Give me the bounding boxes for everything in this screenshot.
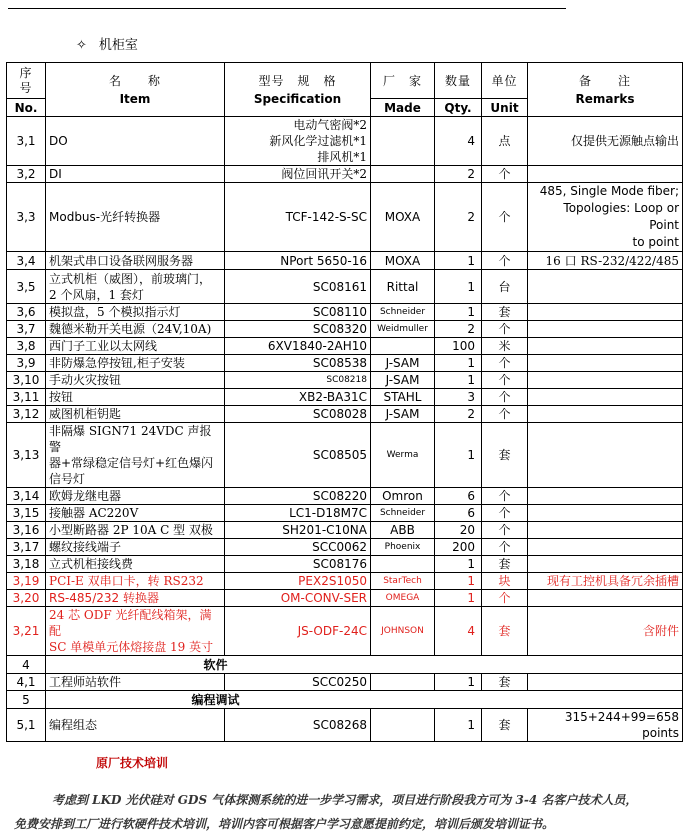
cell-spec: SC08176 [225, 556, 371, 573]
cell-made: Weidmuller [371, 321, 435, 338]
cell-spec: LC1-D18M7C [225, 505, 371, 522]
table-row [7, 556, 683, 573]
header-remarks-cn: 备 注 [578, 73, 631, 88]
header-unit-en: Unit [482, 99, 528, 117]
diamond-bullet-icon: ✧ [76, 38, 87, 53]
cell-remarks [528, 406, 683, 423]
cell-no: 5 [7, 691, 46, 709]
cell-unit: 个 [482, 372, 528, 389]
header-made-cn: 厂 家 [371, 63, 435, 99]
header-qty-cn: 数量 [435, 63, 482, 99]
training-paragraph [14, 788, 674, 836]
training-line-2: 免费安排到工厂进行软硬件技术培训，培训内容可根据客户学习意愿提前约定，培训后颁发培训证书。 [14, 817, 555, 831]
cell-no: 3,20 [7, 590, 46, 607]
cell-qty: 1 [435, 573, 482, 590]
cell-unit: 个 [482, 539, 528, 556]
cell-spec: NPort 5650-16 [225, 252, 371, 270]
cell-item: DI [46, 166, 225, 183]
cell-no: 3,5 [7, 270, 46, 304]
header-unit-cn: 单位 [482, 63, 528, 99]
cell-no: 3,6 [7, 304, 46, 321]
cell-qty: 1 [435, 674, 482, 691]
cell-item: 欧姆龙继电器 [46, 488, 225, 505]
cell-no: 3,17 [7, 539, 46, 556]
cell-no: 3,18 [7, 556, 46, 573]
header-remarks [528, 63, 683, 117]
cell-unit: 套 [482, 607, 528, 656]
section-heading [76, 34, 138, 53]
table-row [7, 270, 683, 304]
training-line-1: 考虑到 LKD 光伏硅对 GDS 气体探测系统的进一步学习需求，项目进行阶段我方可为 3-4 名客户技术人员， [52, 793, 638, 807]
cell-item: 非防爆急停按钮,柜子安装 [46, 355, 225, 372]
cell-made: MOXA [371, 252, 435, 270]
table-row [7, 488, 683, 505]
cell-remarks: 485, Single Mode fiber; Topologies: Loop or Point to point [528, 183, 683, 252]
cell-qty: 3 [435, 389, 482, 406]
header-made-en: Made [371, 99, 435, 117]
cell-no: 3,16 [7, 522, 46, 539]
cell-spec: SC08220 [225, 488, 371, 505]
table-header-cn [7, 63, 683, 99]
cell-remarks: 315+244+99=658 points [528, 709, 683, 742]
cell-unit: 套 [482, 423, 528, 488]
header-spec [225, 63, 371, 117]
cell-item: 按钮 [46, 389, 225, 406]
cell-remarks: 含附件 [528, 607, 683, 656]
header-remarks-en: Remarks [575, 91, 635, 106]
table-row [7, 389, 683, 406]
cell-no: 3,14 [7, 488, 46, 505]
cell-made: Rittal [371, 270, 435, 304]
cell-no: 3,13 [7, 423, 46, 488]
cell-spec: SH201-C10NA [225, 522, 371, 539]
cell-remarks [528, 505, 683, 522]
cell-made: J-SAM [371, 372, 435, 389]
table-row [7, 505, 683, 522]
cell-made: Schneider [371, 304, 435, 321]
cell-spec: SC08505 [225, 423, 371, 488]
cell-unit: 个 [482, 321, 528, 338]
cell-item: Modbus-光纤转换器 [46, 183, 225, 252]
cell-no: 3,3 [7, 183, 46, 252]
cell-unit: 个 [482, 389, 528, 406]
cell-spec: SCC0062 [225, 539, 371, 556]
header-seq-cn: 序 号 [7, 63, 46, 99]
cell-spec: JS-ODF-24C [225, 607, 371, 656]
cell-qty: 100 [435, 338, 482, 355]
cell-spec: 电动气密阀*2 新风化学过滤机*1 排风机*1 [225, 117, 371, 166]
cell-qty: 2 [435, 321, 482, 338]
cell-remarks [528, 389, 683, 406]
table-row [7, 590, 683, 607]
cell-remarks [528, 488, 683, 505]
cell-spec: TCF-142-S-SC [225, 183, 371, 252]
cell-remarks [528, 355, 683, 372]
cell-item: 立式机柜（威图），前玻璃门， 2 个风扇，1 套灯 [46, 270, 225, 304]
cell-unit: 个 [482, 252, 528, 270]
cell-spec: PEX2S1050 [225, 573, 371, 590]
cell-spec: SC08268 [225, 709, 371, 742]
cell-no: 3,10 [7, 372, 46, 389]
table-row [7, 372, 683, 389]
cell-qty: 4 [435, 117, 482, 166]
cell-no: 3,21 [7, 607, 46, 656]
table-row [7, 423, 683, 488]
cell-section-title: 软件 [46, 656, 683, 674]
cell-no: 3,2 [7, 166, 46, 183]
cell-unit: 点 [482, 117, 528, 166]
cell-remarks [528, 321, 683, 338]
cell-made: JOHNSON [371, 607, 435, 656]
cell-remarks [528, 166, 683, 183]
cell-remarks [528, 590, 683, 607]
cell-no: 3,19 [7, 573, 46, 590]
table-row [7, 539, 683, 556]
cell-qty: 1 [435, 423, 482, 488]
cell-made [371, 674, 435, 691]
cell-unit: 套 [482, 709, 528, 742]
table-row [7, 338, 683, 355]
cell-item: RS-485/232 转换器 [46, 590, 225, 607]
cell-made: Phoenix [371, 539, 435, 556]
table-row [7, 321, 683, 338]
cell-made [371, 166, 435, 183]
cell-no: 4,1 [7, 674, 46, 691]
cell-no: 3,8 [7, 338, 46, 355]
cell-no: 3,11 [7, 389, 46, 406]
cell-made: Omron [371, 488, 435, 505]
cell-item: 魏德米勒开关电源（24V,10A) [46, 321, 225, 338]
cell-item: DO [46, 117, 225, 166]
cell-item: 模拟盘，5 个模拟指示灯 [46, 304, 225, 321]
cell-item: 立式机柜接线费 [46, 556, 225, 573]
cell-section-title: 编程调试 [46, 691, 683, 709]
cell-remarks [528, 539, 683, 556]
cell-unit: 个 [482, 355, 528, 372]
table-row [7, 304, 683, 321]
cell-made: Werma [371, 423, 435, 488]
table-row [7, 709, 683, 742]
cell-unit: 个 [482, 166, 528, 183]
cell-item: 螺纹接线端子 [46, 539, 225, 556]
cell-qty: 1 [435, 252, 482, 270]
cell-spec: 6XV1840-2AH10 [225, 338, 371, 355]
cell-qty: 200 [435, 539, 482, 556]
table-row [7, 355, 683, 372]
cell-spec: SC08320 [225, 321, 371, 338]
cell-qty: 6 [435, 505, 482, 522]
table-row [7, 573, 683, 590]
cell-made [371, 338, 435, 355]
cell-made [371, 117, 435, 166]
cell-spec: SC08161 [225, 270, 371, 304]
cell-qty: 4 [435, 607, 482, 656]
cell-item: PCI-E 双串口卡，转 RS232 [46, 573, 225, 590]
cell-remarks [528, 338, 683, 355]
cell-spec: XB2-BA31C [225, 389, 371, 406]
training-title: 原厂技术培训 [96, 756, 169, 770]
table-row [7, 522, 683, 539]
cell-made [371, 556, 435, 573]
cell-item: 手动火灾按钮 [46, 372, 225, 389]
cell-made: J-SAM [371, 406, 435, 423]
cell-spec: 阀位回讯开关*2 [225, 166, 371, 183]
cell-made: J-SAM [371, 355, 435, 372]
cell-unit: 个 [482, 406, 528, 423]
cell-made: STAHL [371, 389, 435, 406]
cell-unit: 个 [482, 522, 528, 539]
table-row [7, 406, 683, 423]
header-spec-en: Specification [253, 91, 342, 106]
cell-item: 编程组态 [46, 709, 225, 742]
header-seq-en: No. [7, 99, 46, 117]
table-row [7, 117, 683, 166]
cell-item: 小型断路器 2P 10A C 型 双极 [46, 522, 225, 539]
header-qty-en: Qty. [435, 99, 482, 117]
cell-remarks [528, 522, 683, 539]
cell-qty: 1 [435, 709, 482, 742]
cell-unit: 个 [482, 183, 528, 252]
cell-remarks: 仅提供无源触点输出 [528, 117, 683, 166]
cell-no: 3,7 [7, 321, 46, 338]
cell-made: Schneider [371, 505, 435, 522]
table-row [7, 252, 683, 270]
cell-no: 3,1 [7, 117, 46, 166]
cell-no: 3,9 [7, 355, 46, 372]
cell-spec: SCC0250 [225, 674, 371, 691]
cell-no: 3,12 [7, 406, 46, 423]
section-title: 机柜室 [98, 38, 138, 53]
header-item-cn: 名 称 [108, 73, 161, 88]
table-row [7, 656, 683, 674]
equipment-table [6, 62, 683, 742]
table-row [7, 691, 683, 709]
cell-spec: SC08538 [225, 355, 371, 372]
cell-qty: 1 [435, 590, 482, 607]
header-item [46, 63, 225, 117]
cell-made: MOXA [371, 183, 435, 252]
cell-item: 工程师站软件 [46, 674, 225, 691]
cell-item: 威图机柜钥匙 [46, 406, 225, 423]
cell-remarks [528, 270, 683, 304]
top-rule [8, 8, 566, 9]
cell-spec: SC08028 [225, 406, 371, 423]
cell-no: 3,15 [7, 505, 46, 522]
cell-unit: 套 [482, 304, 528, 321]
cell-unit: 套 [482, 556, 528, 573]
cell-no: 3,4 [7, 252, 46, 270]
cell-unit: 套 [482, 674, 528, 691]
cell-remarks [528, 423, 683, 488]
cell-item: 24 芯 ODF 光纤配线箱架，满配 SC 单模单元体熔接盘 19 英寸 [46, 607, 225, 656]
cell-qty: 20 [435, 522, 482, 539]
cell-spec: SC08110 [225, 304, 371, 321]
cell-qty: 2 [435, 406, 482, 423]
cell-qty: 1 [435, 372, 482, 389]
cell-made [371, 709, 435, 742]
cell-made: OMEGA [371, 590, 435, 607]
header-item-en: Item [119, 91, 151, 106]
cell-remarks: 16 口 RS-232/422/485 [528, 252, 683, 270]
cell-item: 机架式串口设备联网服务器 [46, 252, 225, 270]
cell-unit: 个 [482, 505, 528, 522]
cell-qty: 1 [435, 304, 482, 321]
cell-spec: OM-CONV-SER [225, 590, 371, 607]
cell-qty: 6 [435, 488, 482, 505]
header-spec-cn: 型号 规 格 [258, 73, 337, 88]
cell-spec: SC08218 [225, 372, 371, 389]
cell-unit: 米 [482, 338, 528, 355]
table-row [7, 166, 683, 183]
cell-remarks [528, 556, 683, 573]
cell-item: 非隔爆 SIGN71 24VDC 声报警 器+常绿稳定信号灯+红色爆闪 信号灯 [46, 423, 225, 488]
cell-qty: 1 [435, 270, 482, 304]
cell-made: StarTech [371, 573, 435, 590]
cell-unit: 台 [482, 270, 528, 304]
cell-remarks [528, 372, 683, 389]
cell-remarks [528, 304, 683, 321]
cell-qty: 2 [435, 166, 482, 183]
table-row [7, 607, 683, 656]
table-row [7, 674, 683, 691]
cell-no: 4 [7, 656, 46, 674]
cell-qty: 1 [435, 556, 482, 573]
cell-unit: 块 [482, 573, 528, 590]
cell-item: 西门子工业以太网线 [46, 338, 225, 355]
table-row [7, 183, 683, 252]
cell-remarks: 现有工控机具备冗余插槽 [528, 573, 683, 590]
cell-qty: 2 [435, 183, 482, 252]
cell-item: 接触器 AC220V [46, 505, 225, 522]
cell-no: 5,1 [7, 709, 46, 742]
cell-made: ABB [371, 522, 435, 539]
cell-unit: 个 [482, 590, 528, 607]
cell-remarks [528, 674, 683, 691]
cell-qty: 1 [435, 355, 482, 372]
cell-unit: 个 [482, 488, 528, 505]
